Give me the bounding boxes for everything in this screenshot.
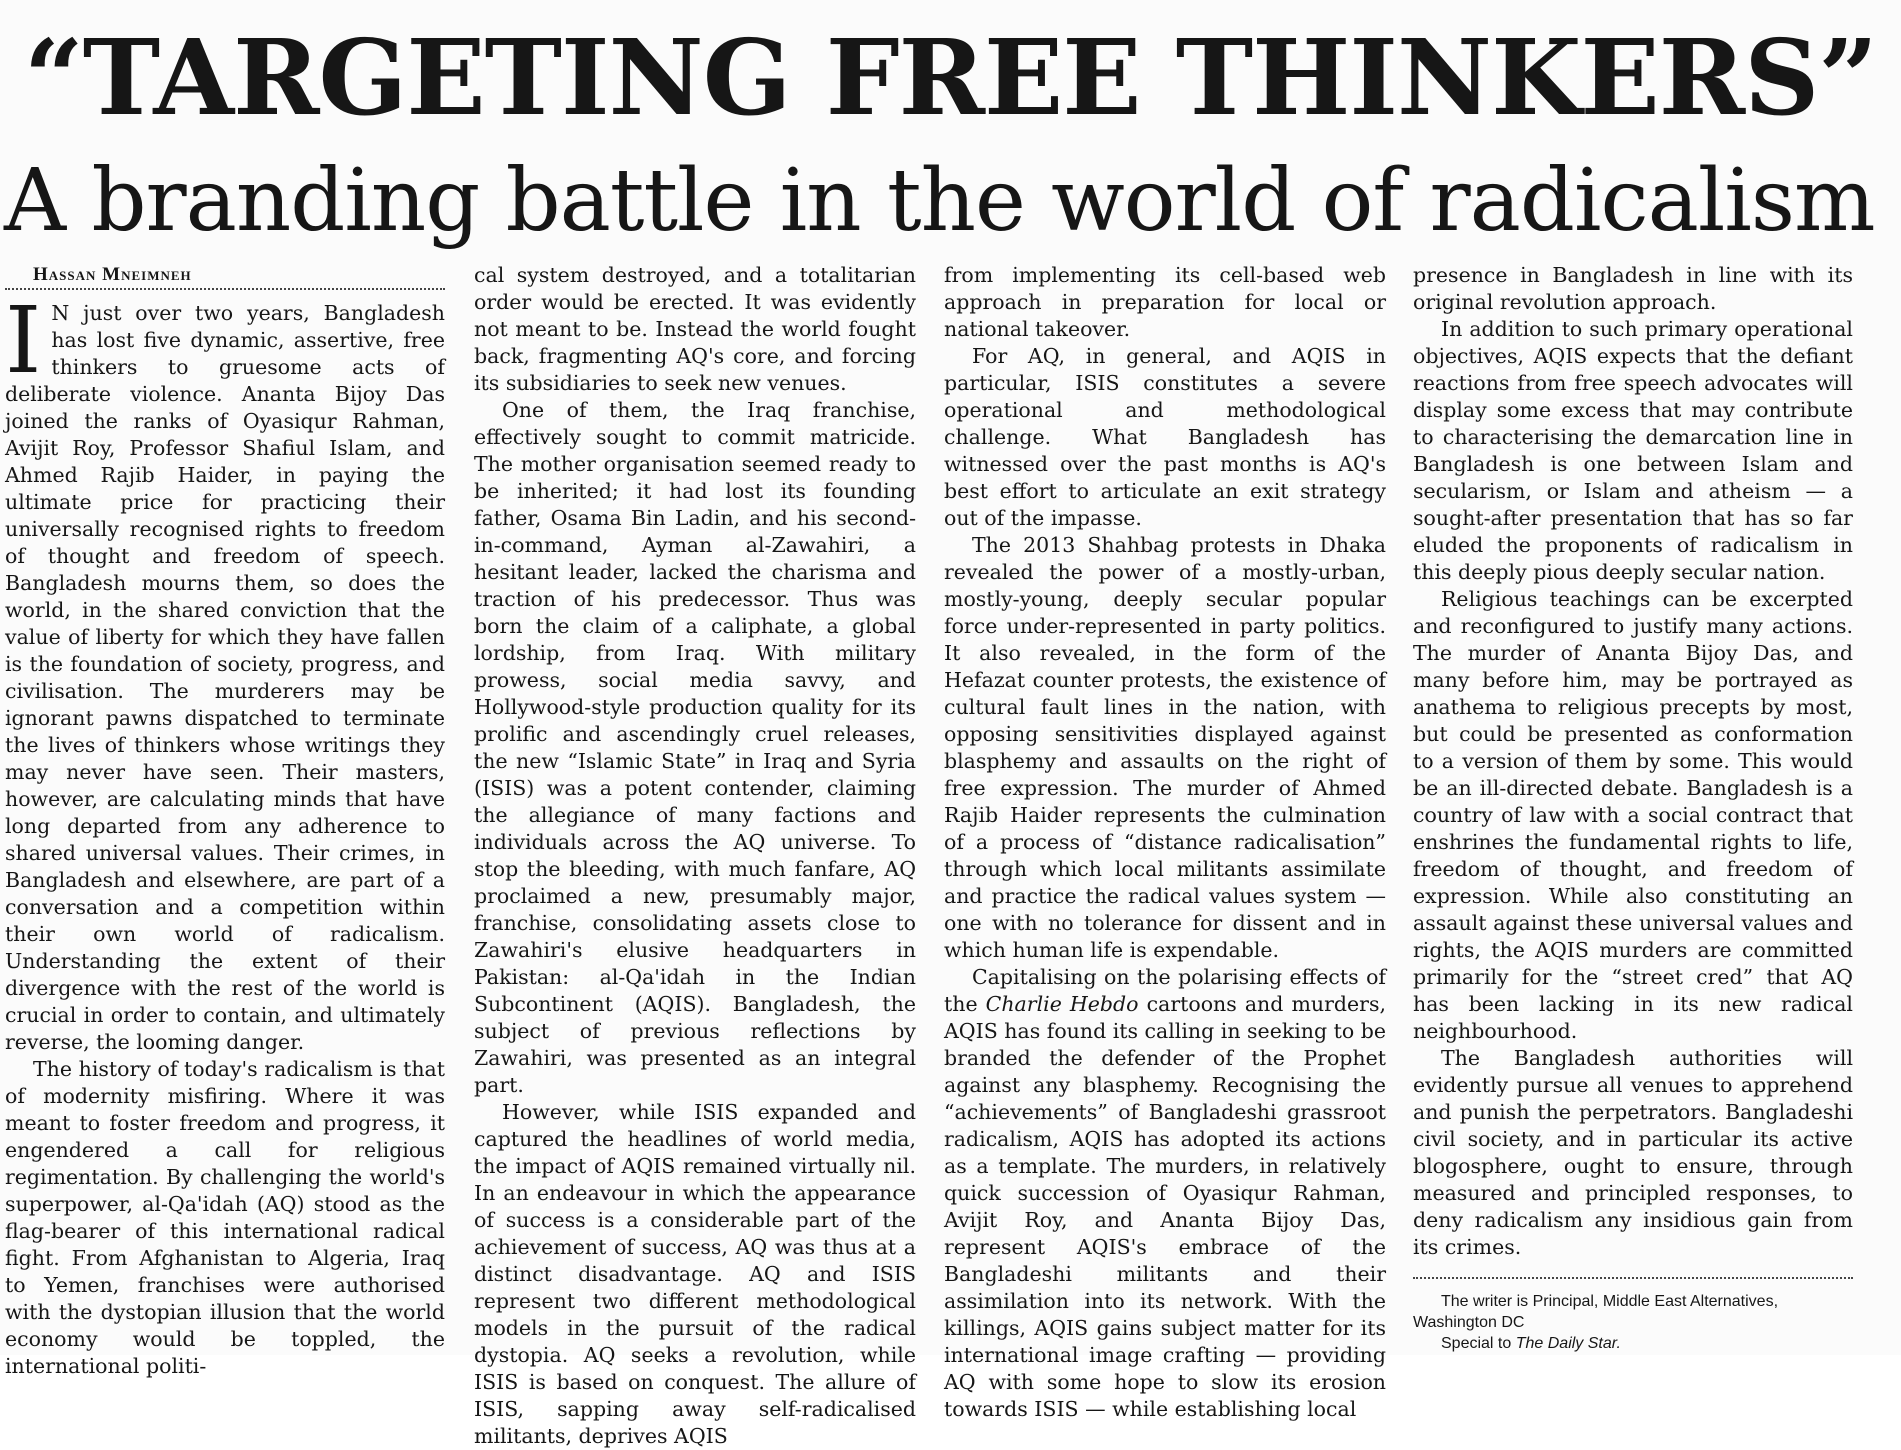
article-paragraph: One of them, the Iraq franchise, effectively sought to commit matricide. The mother organisation seemed ready to be inherited; it had lost its founding father, Osama Bin Ladin, and his second-in-command, Ayman al-Zawahiri, a hesitant leader, lacked the charisma and traction of his predecessor. Thus was born the claim of a caliphate, a global lordship, from Iraq. With military prowess, social media savvy, and Hollywood-style production quality for its prolific and ascendingly cruel releases, the new “Islamic State” in Iraq and Syria (ISIS) was a potent contender, claiming the allegiance of many factions and individuals across the AQ universe. To stop the bleeding, with much fanfare, AQ proclaimed a new, presumably major, franchise, consolidating assets close to Zawahiri's elusive headquarters in Pakistan: al-Qa'idah in the Indian Subcontinent (AQIS). Bangladesh, the subject of previous reflections by Zawahiri, was presented as an integral part. <box>474 398 916 1097</box>
article-paragraph <box>944 964 1386 1423</box>
article-paragraph: However, while ISIS expanded and captured the headlines of world media, the impact of AQIS remained virtually nil. In an endeavour in which the appearance of success is a considerable part of the achievement of success, AQ was thus at a distinct disadvantage. AQ and ISIS represent two different methodological models in the pursuit of the radical dystopia. AQ seeks a revolution, while ISIS is based on conquest. The allure of ISIS, sapping away self-radicalised militants, deprives AQIS <box>474 1100 916 1448</box>
article-column-4 <box>1413 262 1853 1352</box>
article-column-2 <box>474 262 916 1448</box>
subheadline: A branding battle in the world of radicalism <box>4 151 1875 251</box>
article-paragraph <box>5 287 445 1056</box>
article-paragraph: Religious teachings can be excerpted and reconfigured to justify many actions. The murder of Ananta Bijoy Das, and many before him, may be portrayed as anathema to religious precepts by most, but could be presented as conformation to a version of them by some. This would be an ill-directed debate. Bangladesh is a country of law with a social contract that enshrines the fundamental rights to life, freedom of thought, and freedom of expression. While also constituting an assault against these universal values and rights, the AQIS murders are committed primarily for the “street cred” that AQ has been lacking in its new radical neighbourhood. <box>1413 587 1853 1043</box>
paragraph-text: N just over two years, Bangladesh has lost five dynamic, assertive, free thinkers to gruesome acts of deliberate violence. Ananta Bijoy Das joined the ranks of Oyasiqur Rahman, Avijit Roy, Professor Shafiul Islam, and Ahmed Rajib Haider, in paying the ultimate price for practicing their universally recognised rights to freedom of thought and freedom of speech. Bangladesh mourns them, so does the world, in the shared conviction that the value of liberty for which they have fallen is the foundation of society, progress, and civilisation. The murderers may be ignorant pawns dispatched to terminate the lives of thinkers whose writings they may never have seen. Their masters, however, are calculating minds that have long departed from any adherence to shared universal values. Their crimes, in Bangladesh and elsewhere, are part of a conversation and a competition within their own world of radicalism. Understanding the extent of their divergence with the rest of the world is crucial in order to contain, and ultimately reverse, the looming danger. <box>5 301 445 1054</box>
headline: “TARGETING FREE THINKERS” <box>23 16 1878 139</box>
article-paragraph: cal system destroyed, and a totalitarian order would be erected. It was evidently not meant to be. Instead the world fought back, fragmenting AQ's core, and forcing its subsidiaries to seek new venues. <box>474 263 916 395</box>
drop-cap: I <box>5 287 42 394</box>
article-paragraph: The 2013 Shahbag protests in Dhaka revealed the power of a mostly-urban, mostly-young, deeply secular popular force under-represented in party politics. It also revealed, in the form of the Hefazat counter protests, the existence of cultural fault lines in the nation, with opposing sensitivities displayed against blasphemy and assaults on the right of free expression. The murder of Ahmed Rajib Haider represents the culmination of a process of “distance radicalisation” through which local militants assimilate and practice the radical values system — one with no tolerance for dissent and in which human life is expendable. <box>944 533 1386 962</box>
article-paragraph: The history of today's radicalism is that of modernity misfiring. Where it was meant to foster freedom and progress, it engendered a call for religious regimentation. By challenging the world's superpower, al-Qa'idah (AQ) stood as the flag-bearer of this international radical fight. From Afghanistan to Algeria, Iraq to Yemen, franchises were authorised with the dystopian illusion that the world economy would be toppled, the international politi- <box>5 1057 445 1378</box>
publication-name: The Daily Star. <box>1515 1335 1621 1352</box>
paragraph-text: cartoons and murders, AQIS has found its calling in seeking to be branded the defender of the Prophet against any blasphemy. Recognising the “achievements” of Bangladeshi grassroot radicalism, AQIS has adopted its actions as a template. The murders, in relatively quick succession of Oyasiqur Rahman, Avijit Roy, and Ananta Bijoy Das, represent AQIS's embrace of the Bangladeshi militants and their assimilation into its network. With the killings, AQIS gains subject matter for its international image crafting — providing AQ with some hope to slow its erosion towards ISIS — while establishing local <box>944 992 1386 1421</box>
article-paragraph: The Bangladesh authorities will evidently pursue all venues to apprehend and punish the perpetrators. Bangladeshi civil society, and in particular its active blogosphere, ought to ensure, through measured and principled responses, to deny radicalism any insidious gain from its crimes. <box>1413 1046 1853 1259</box>
article-column-1 <box>5 262 445 1378</box>
source-note <box>1413 1333 1853 1354</box>
article-paragraph: In addition to such primary operational objectives, AQIS expects that the defiant reactions from free speech advocates will display some excess that may contribute to characterising the demarcation line in Bangladesh is one between Islam and secularism, or Islam and atheism — a sought-after presentation that has so far eluded the proponents of radicalism in this deeply pious deeply secular nation. <box>1413 317 1853 584</box>
footer-divider <box>1413 1277 1853 1279</box>
source-note-text: Special to <box>1441 1335 1512 1352</box>
byline-divider <box>5 288 445 290</box>
article-paragraph: For AQ, in general, and AQIS in particular, ISIS constitutes a severe operational and methodological challenge. What Bangladesh has witnessed over the past months is AQ's best effort to articulate an exit strategy out of the impasse. <box>944 344 1386 530</box>
italic-title: Charlie Hebdo <box>985 992 1139 1016</box>
article-paragraph: from implementing its cell-based web approach in preparation for local or national takeover. <box>944 263 1386 341</box>
byline: Hassan Mneimneh <box>33 264 192 285</box>
paragraph-text: Capitalising on the polarising effects of the <box>944 965 1386 1016</box>
article-paragraph: presence in Bangladesh in line with its original revolution approach. <box>1413 263 1853 314</box>
author-note: The writer is Principal, Middle East Alternatives, Washington DC <box>1413 1293 1779 1331</box>
article-column-3 <box>944 262 1386 1421</box>
